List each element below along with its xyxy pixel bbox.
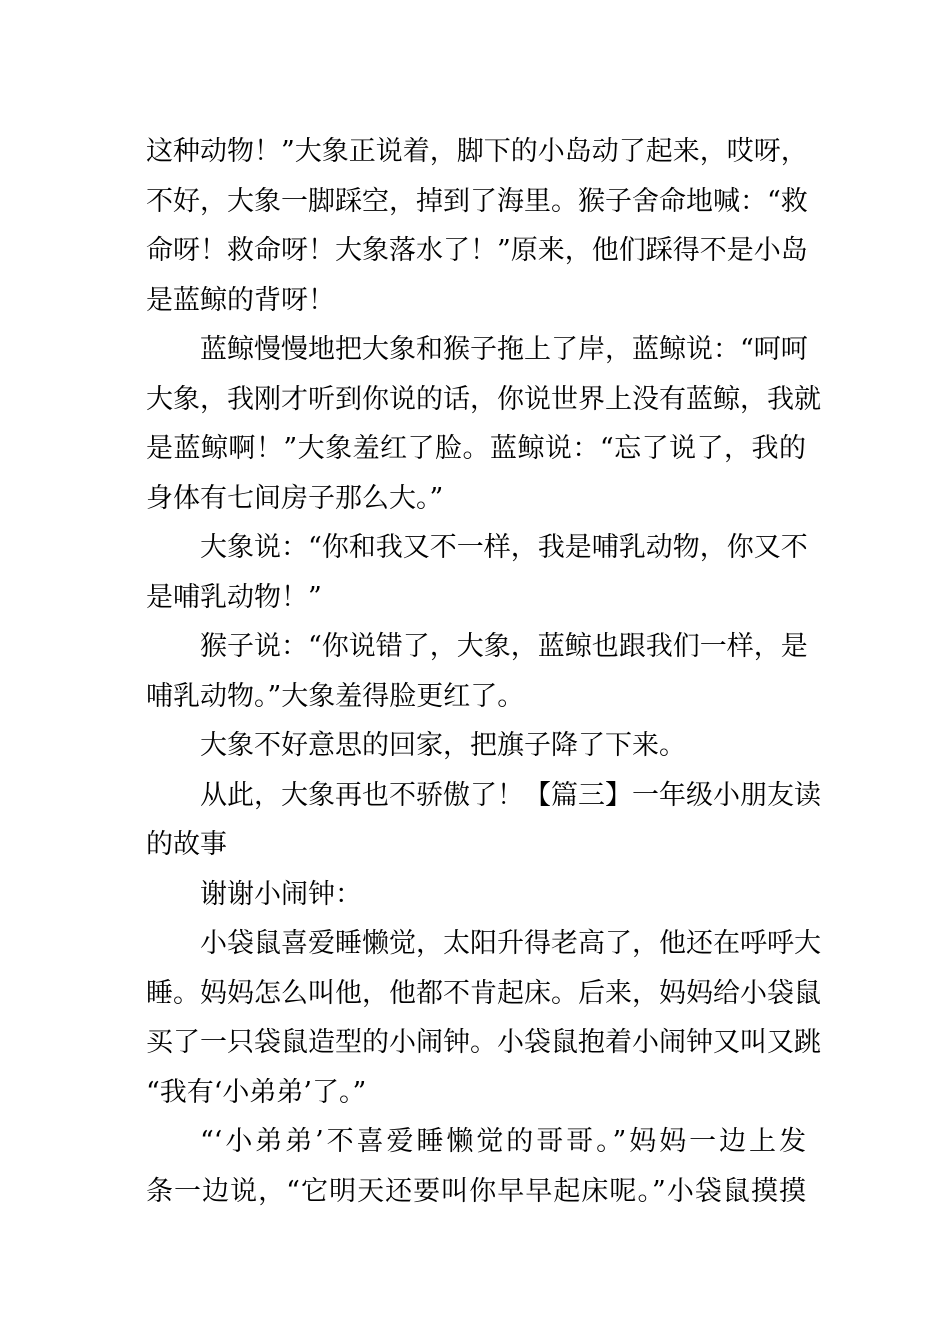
text-line: 身体有七间房子那么大。” (146, 482, 444, 514)
text-line: 大象说：“你和我又不一样，我是哺乳动物，你又不 (200, 532, 808, 563)
paragraph (146, 622, 806, 721)
text-line: 命呀！救命呀！大象落水了！”原来，他们踩得不是小岛 (146, 235, 808, 266)
text-line: “‘小弟弟’不喜爱睡懒觉的哥哥。”妈妈一边上发 (200, 1126, 806, 1157)
text-line: 的故事 (146, 829, 227, 860)
text-line: 大象不好意思的回家，把旗子降了下来。 (200, 730, 686, 761)
text-line: “我有‘小弟弟’了。” (146, 1076, 367, 1108)
text-line: 猴子说：“你说错了，大象，蓝鲸也跟我们一样，是 (200, 631, 808, 662)
text-line: 大象，我刚才听到你说的话，你说世界上没有蓝鲸，我就 (146, 383, 821, 415)
text-line: 睡。妈妈怎么叫他，他都不肯起床。后来，妈妈给小袋鼠 (146, 977, 821, 1009)
paragraph (146, 870, 806, 920)
text-line: 条一边说，“它明天还要叫你早早起床呢。”小袋鼠摸摸 (146, 1175, 806, 1207)
text-line: 是蓝鲸啊！”大象羞红了脸。蓝鲸说：“忘了说了，我的 (146, 433, 806, 464)
paragraph (146, 919, 821, 1117)
text-line: 谢谢小闹钟： (200, 878, 362, 910)
paragraph (146, 325, 821, 523)
text-line: 从此，大象再也不骄傲了！【篇三】一年级小朋友读 (200, 779, 821, 811)
text-line: 蓝鲸慢慢地把大象和猴子拖上了岸，蓝鲸说：“呵呵 (200, 334, 808, 365)
text-line: 是哺乳动物！” (146, 581, 322, 613)
document-body (146, 127, 821, 1216)
text-line: 这种动物！”大象正说着，脚下的小岛动了起来，哎呀， (146, 136, 808, 167)
text-line: 不好，大象一脚踩空，掉到了海里。猴子舍命地喊：“救 (146, 185, 808, 217)
text-line: 买了一只袋鼠造型的小闹钟。小袋鼠抱着小闹钟又叫又跳 (146, 1027, 821, 1058)
paragraph (146, 771, 821, 870)
text-line: 哺乳动物。”大象羞得脸更红了。 (146, 680, 525, 712)
text-line: 小袋鼠喜爱睡懒觉，太阳升得老高了，他还在呼呼大 (200, 928, 821, 959)
paragraph (146, 127, 806, 325)
text-line: 是蓝鲸的背呀！ (146, 284, 335, 316)
paragraph (146, 523, 806, 622)
paragraph (146, 721, 806, 771)
paragraph (146, 1117, 806, 1216)
